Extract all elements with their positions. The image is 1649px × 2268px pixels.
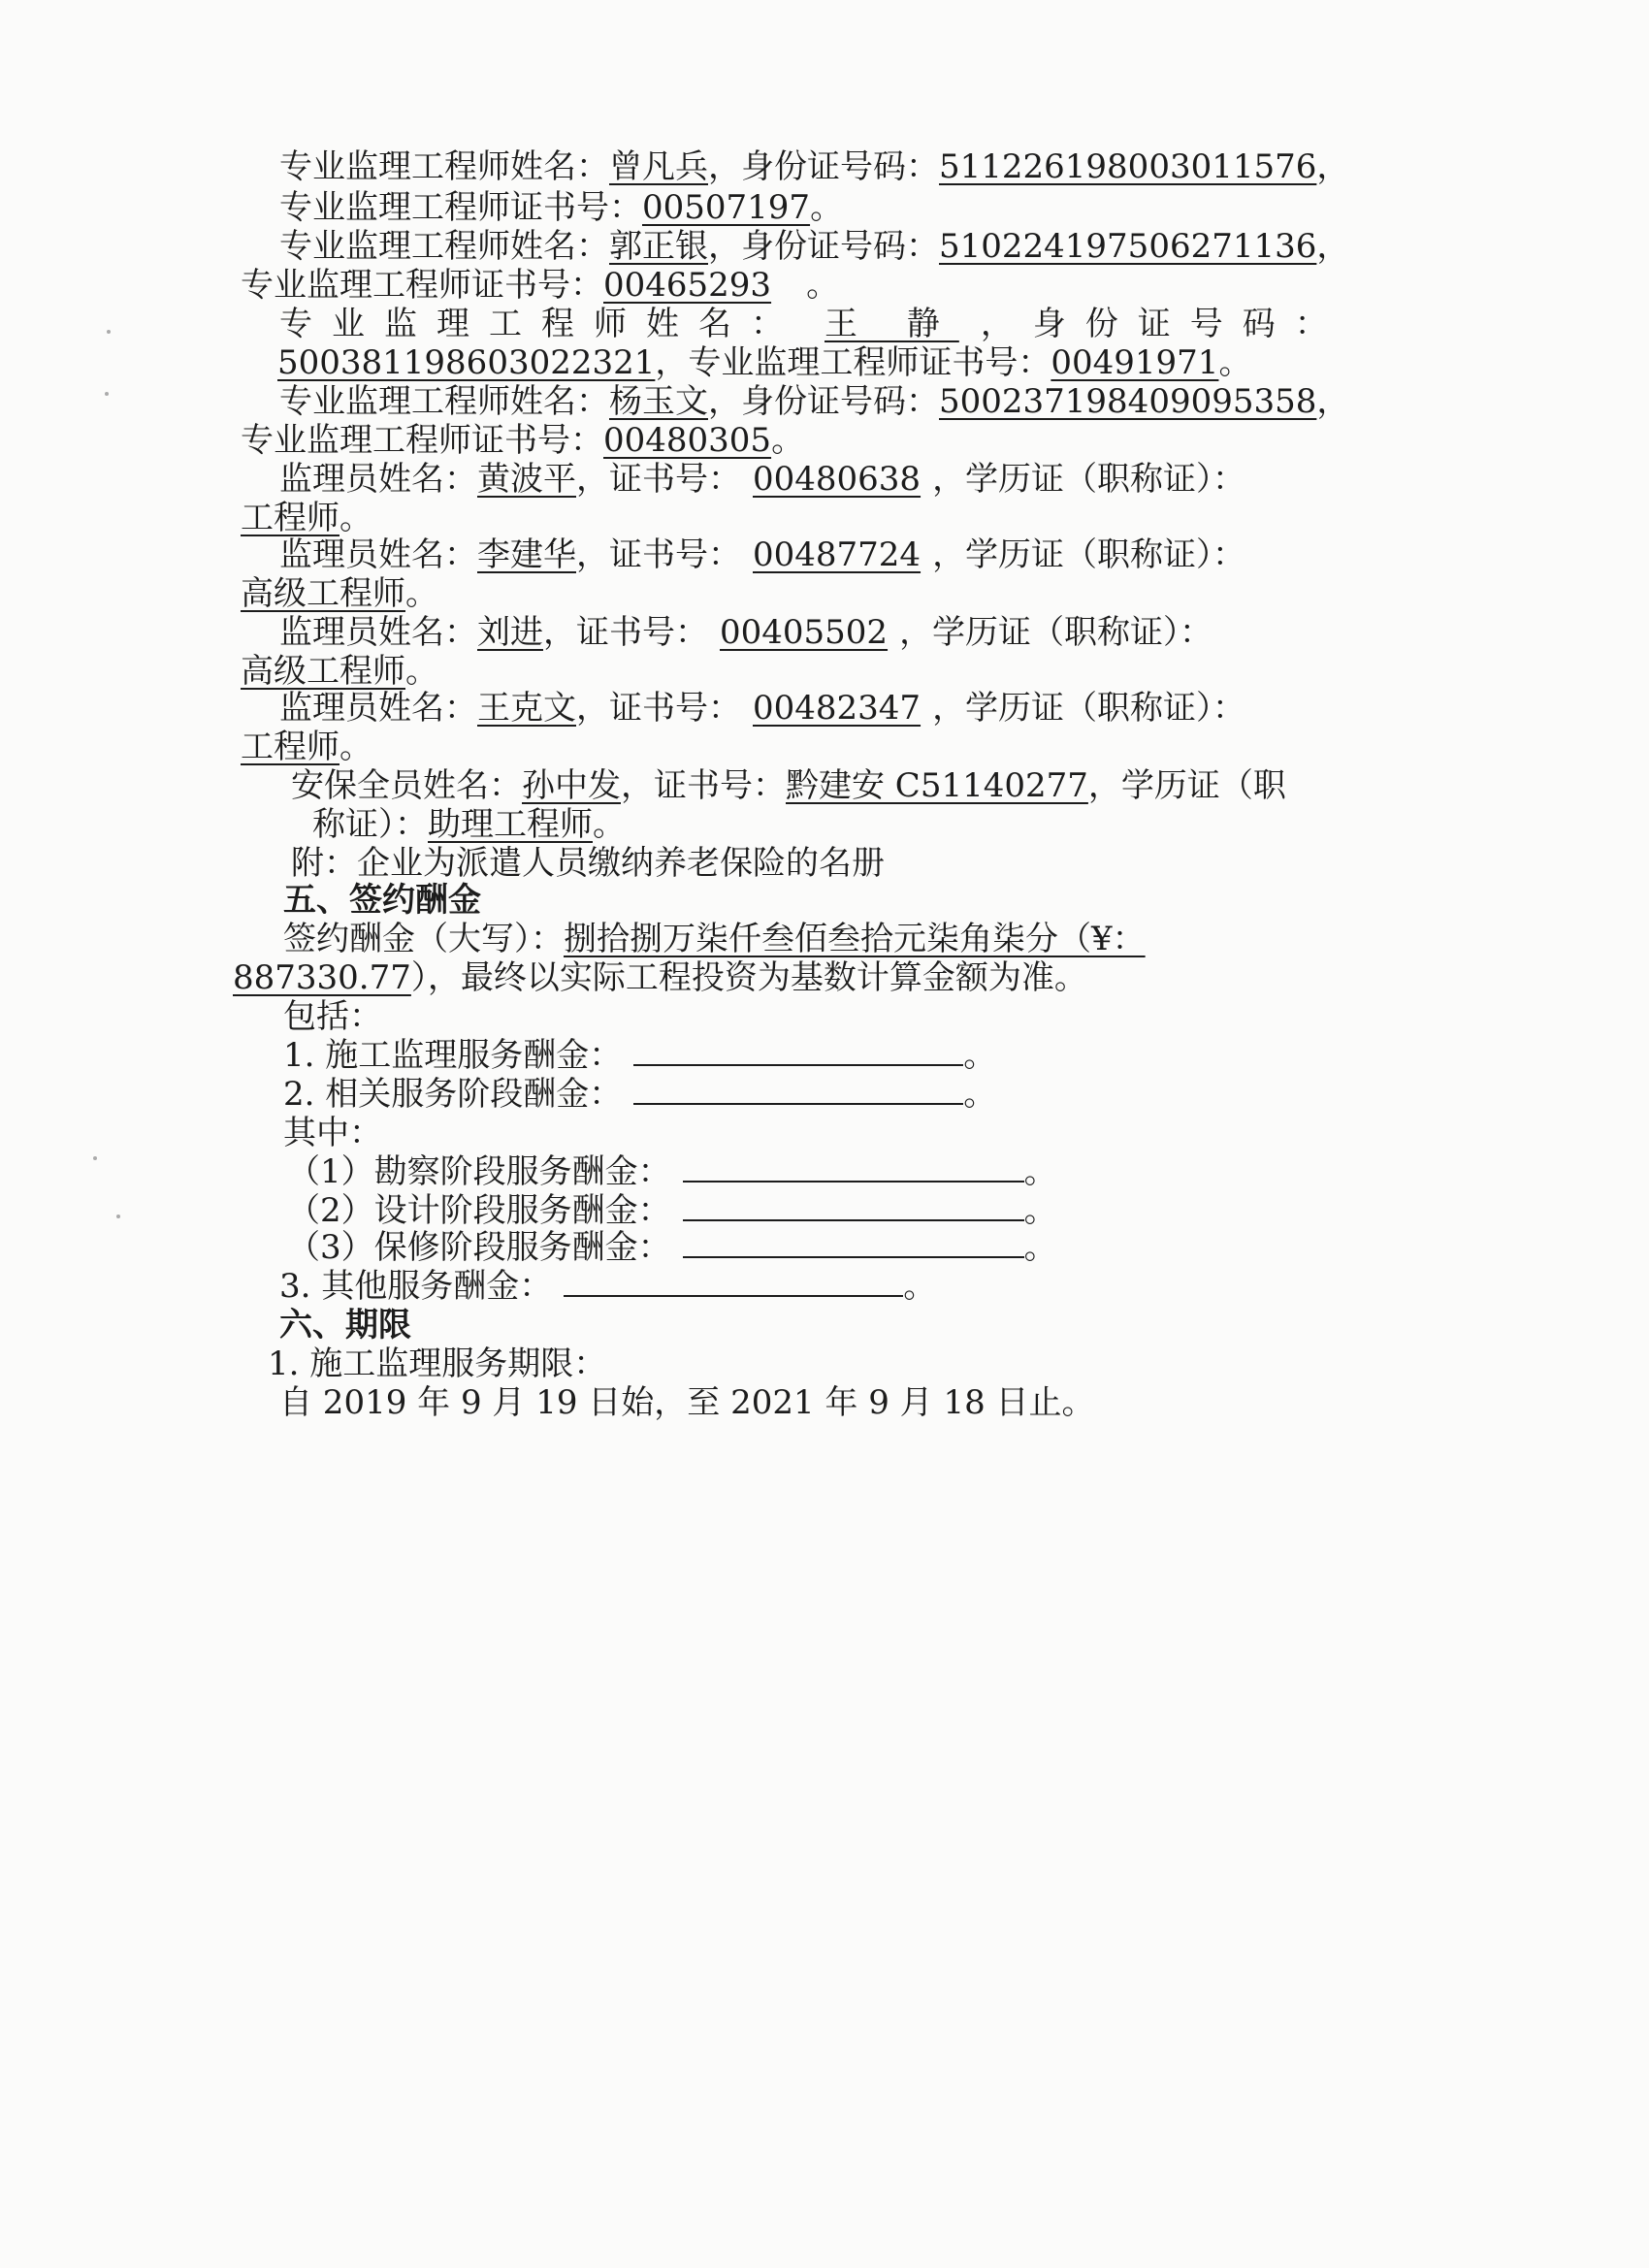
engineer-name: 王 静 [824, 305, 959, 343]
cert-number: 00480638 [753, 460, 922, 499]
cert-number: 00507197 [642, 188, 811, 227]
label: ，身份证号码： [708, 147, 939, 186]
cert-number: 00480305 [603, 421, 772, 460]
period-range: 自 2019 年 9 月 19 日始，至 2021 年 9 月 18 日止。 [279, 1383, 1095, 1422]
id-number: 511226198003011576 [939, 147, 1317, 186]
fee-number: 887330.77 [233, 958, 411, 997]
scan-speck [93, 1156, 97, 1160]
fee-words: 捌拾捌万柒仟叁佰叁拾元柒角柒分 [564, 920, 1058, 958]
fee-blank[interactable] [683, 1190, 1024, 1221]
engineer-1-line-1 [279, 144, 1349, 190]
label: （1）勘察阶段服务酬金： [287, 1152, 671, 1191]
label: ，证书号： [576, 460, 741, 499]
cert-number: 00491971 [1051, 343, 1219, 382]
punct: 。 [340, 728, 372, 766]
punct: ， [655, 343, 689, 382]
punct: 。 [1023, 1191, 1057, 1230]
label: （3）保修阶段服务酬金： [287, 1228, 671, 1267]
label: 专业监理工程师姓名： [279, 305, 803, 343]
label: 专业监理工程师证书号： [241, 421, 603, 460]
punct: 。 [1218, 343, 1252, 382]
cert-number: 00482347 [753, 689, 922, 728]
fee-item-2 [283, 1071, 996, 1118]
punct: 。 [963, 1075, 997, 1114]
label: 专业监理工程师姓名： [279, 147, 609, 186]
title: 工程师 [241, 728, 340, 766]
safety-name: 孙中发 [522, 766, 621, 805]
punct: 。 [963, 1036, 997, 1075]
label: 签约酬金（大写）： [283, 920, 564, 958]
period-item-1: 1. 施工监理服务期限： [268, 1345, 607, 1383]
label: 监理员姓名： [279, 613, 477, 652]
supervisor-4-line-1 [279, 685, 1245, 731]
punct: 。 [771, 421, 805, 460]
engineer-name: 杨玉文 [609, 382, 708, 421]
id-number: 500237198409095358 [939, 382, 1317, 421]
label: （2）设计阶段服务酬金： [287, 1191, 671, 1230]
label: 安保全员姓名： [291, 766, 522, 805]
label: ，身份证号码： [708, 382, 939, 421]
label: ，学历证（职称证）： [932, 689, 1246, 728]
punct: 。 [405, 574, 438, 613]
scan-speck [107, 330, 111, 334]
fee-blank[interactable] [564, 1266, 903, 1297]
label: ，证书号： [576, 535, 741, 574]
punct: ， [1316, 227, 1350, 266]
label: ，身份证号码： [980, 305, 1347, 343]
punct: 。 [340, 499, 372, 537]
label: 专业监理工程师证书号： [241, 266, 603, 305]
engineer-name: 曾凡兵 [609, 147, 708, 186]
label: 称证）： [312, 805, 428, 844]
punct: ， [1316, 147, 1350, 186]
label: ，证书号： [543, 613, 708, 652]
label: 专业监理工程师姓名： [279, 382, 609, 421]
punct: 。 [1023, 1152, 1057, 1191]
cert-number: 00487724 [753, 535, 922, 574]
punct: 。 [405, 652, 438, 691]
title: 助理工程师 [428, 805, 593, 844]
label: 专业监理工程师姓名： [279, 227, 609, 266]
fee-blank[interactable] [633, 1035, 963, 1066]
punct: ， [1316, 382, 1350, 421]
label: ，身份证号码： [708, 227, 939, 266]
punct: 。 [806, 266, 840, 305]
title: 高级工程师 [241, 574, 405, 613]
among-label: 其中： [283, 1114, 382, 1152]
id-number: 510224197506271136 [939, 227, 1317, 266]
supervisor-name: 李建华 [477, 535, 576, 574]
label: 1. 施工监理服务酬金： [283, 1036, 623, 1075]
punct: 。 [810, 188, 844, 227]
label: ，学历证（职称证）： [899, 613, 1213, 652]
attachment-note: 附：企业为派遣人员缴纳养老保险的名册 [291, 844, 885, 883]
scan-speck [116, 1215, 120, 1218]
label: 3. 其他服务酬金： [279, 1267, 553, 1306]
label: 监理员姓名： [279, 460, 477, 499]
fee-blank[interactable] [683, 1151, 1024, 1183]
fee-blank[interactable] [633, 1074, 963, 1105]
title: 高级工程师 [241, 652, 405, 691]
supervisor-name: 王克文 [477, 689, 576, 728]
fee-blank[interactable] [683, 1227, 1024, 1258]
fee-open: （¥： [1058, 920, 1146, 958]
cert-number: 00405502 [720, 613, 889, 652]
label: ，学历证（职称证）： [932, 535, 1246, 574]
include-label: 包括： [283, 997, 382, 1036]
title: 工程师 [241, 499, 340, 537]
punct: 。 [1023, 1228, 1057, 1267]
section-5-heading: 五、签约酬金 [283, 881, 481, 920]
section-6-heading: 六、期限 [279, 1306, 411, 1345]
label: 监理员姓名： [279, 689, 477, 728]
supervisor-name: 黄波平 [477, 460, 576, 499]
punct: 。 [593, 805, 626, 844]
label: ，学历证（职 [1087, 766, 1286, 805]
label: ），最终以实际工程投资为基数计算金额为准。 [410, 958, 1087, 997]
engineer-name: 郭正银 [609, 227, 708, 266]
label: ，证书号： [621, 766, 786, 805]
id-number: 500381198603022321 [277, 343, 656, 382]
cert-number: 00465293 [603, 266, 772, 305]
label: 专业监理工程师证书号： [688, 343, 1051, 382]
label: ，学历证（职称证）： [932, 460, 1246, 499]
punct: 。 [903, 1267, 937, 1306]
label: 2. 相关服务阶段酬金： [283, 1075, 623, 1114]
supervisor-name: 刘进 [477, 613, 543, 652]
label: ，证书号： [576, 689, 741, 728]
label: 监理员姓名： [279, 535, 477, 574]
cert-number: 黔建安 C51140277 [786, 766, 1088, 805]
label: 专业监理工程师证书号： [279, 188, 642, 227]
scan-speck [105, 392, 109, 396]
supervisor-1-line-1 [279, 456, 1245, 502]
